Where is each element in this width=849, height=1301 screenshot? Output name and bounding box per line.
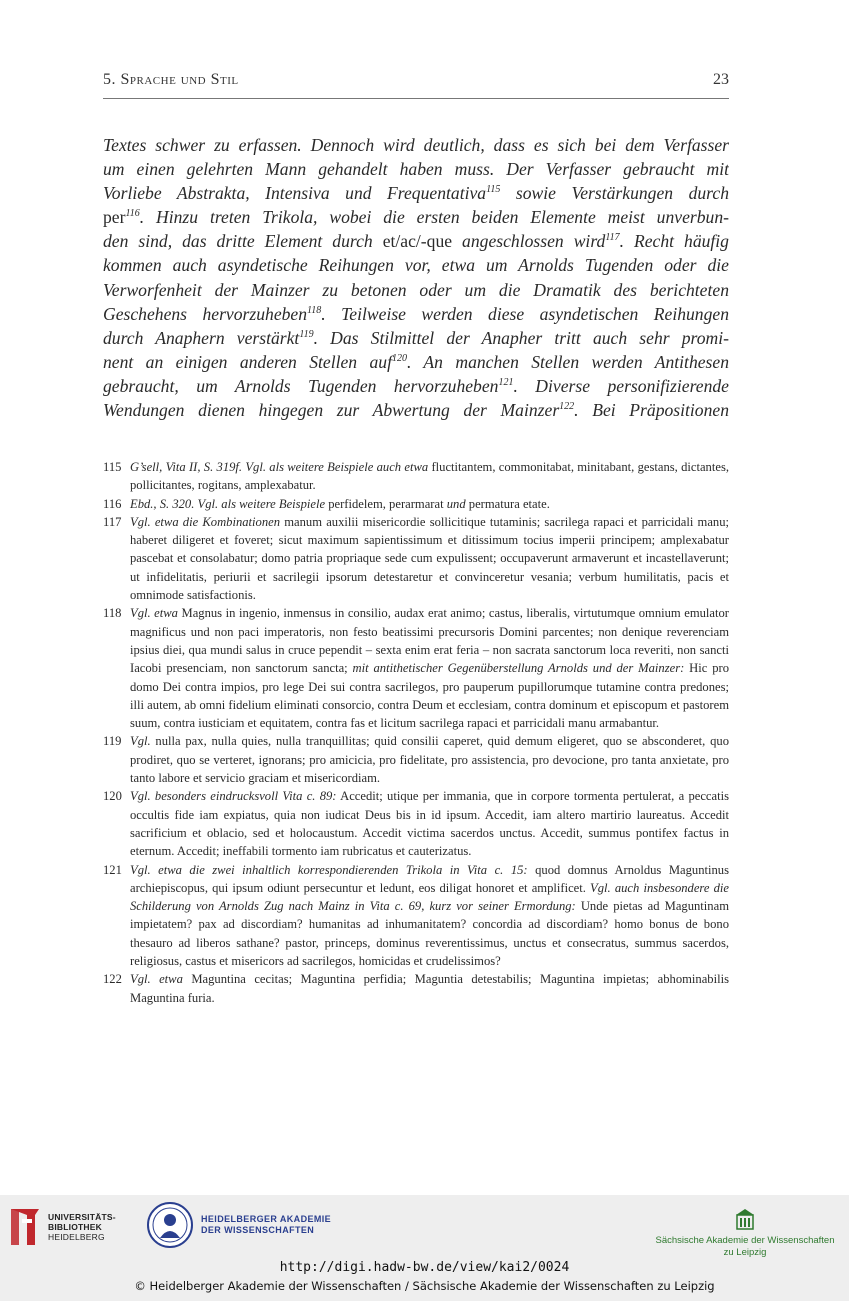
footnote-117: 117 Vgl. etwa die Kombinationen manum auxilii misericordie sollicitique tutaminis; sacrilega rapaci et parricidali manu; haberet diligeret et foveret; sicut maximum sapientissimum et ditissimum tocius imperii principem; amplexabatur pascebat et consolabatur; domo patria propriaque sede cum expulissent; occupaverunt armaverunt et incastellaverunt; ut infidelitatis, periurii et sacrilegii ipsorum detestaretur et convinceretur vesania; verbum humilitatis, pacis et omnimode satisfactionis. [103,513,729,604]
footnote-ref[interactable]: 116 [125,208,140,220]
footnote-122: 122 Vgl. etwa Maguntina cecitas; Maguntina perfidia; Maguntia detestabilis; Maguntina impietas; abhominabilis Maguntina furia. [103,970,729,1007]
ub-heidelberg-logo[interactable]: UNIVERSITÄTS- BIBLIOTHEK HEIDELBERG [8,1205,116,1249]
ub-logo-icon [8,1205,42,1249]
digitization-footer [0,1195,849,1301]
footnote-ref[interactable]: 115 [486,184,501,196]
footnote-118: 118 Vgl. etwa Magnus in ingenio, inmensus in consilio, audax erat animo; castus, liberalis, virtutumque omnium emulator magnificus und non paci imperatoris, non festo beatissimi precursoris Domini parcentes; non denique reverenciam ipsius diei, qua mundi salus in cruce pependit – sexta enim erat feria – non sacrata sanctorum loca reveriti, non sancti Iacobi presenciam, non sanctorum sancta; mit antithetischer Gegenüberstellung Arnolds und der Mainzer: Hic pro domo Dei contra impios, pro lege Dei sui contra sacrilegos, pro pauperum pupillorumque tutamine contra predones; illi autem, ab omni fidelium eliminati consorcio, contra Deum et ecclesiam, contra dominum et episcopum et pastorem suum, contra iusticiam et equitatem, contra fas et licitum sacrilega rapaci et parricidali manu armabantur. [103,604,729,732]
footnotes [103,458,729,1007]
text-line: gebraucht, um Arnolds Tugenden hervorzuheben$^{121}$. Diverse personifizierende [103,375,729,396]
footnote-115: 115 G’sell, Vita II, S. 319f. Vgl. als weitere Beispiele auch etwa fluctitantem, commonitabat, minitabant, gestans, dictantes, pollicitantes, rogitans, amplexabatur. [103,458,729,495]
footnote-ref[interactable]: 121 [498,377,514,389]
footnote-number: 115 [103,460,122,474]
footnote-ref[interactable]: 117 [605,232,620,244]
footnote-121: 121 Vgl. etwa die zwei inhaltlich korrespondierenden Trikola in Vita c. 15: quod domnus Arnoldus Maguntinus archiepiscopus, qui ipsum odiunt persecuntur et ledunt, eos diligat honoret et amplificet. Vgl. auch insbesondere die Schilderung von Arnolds Zug nach Mainz in Vita c. 69, kurz vor seiner Ermordung: Unde pietas ad Maguntinam impietatem? pax ad discordiam? humanitas ad inhumanitatem? concordia ad discordiam? homo bonus de bono thesauro ad liberos sathane? pastor, princeps, dominus reverentissimus, unctus et consecratus, summus sacerdos, religiosus, castus et misericors ad sacrilegos, homicidas et crudelissimos? [103,861,729,971]
footnote-number: 117 [103,514,122,529]
footnote-ref[interactable]: 119 [299,328,314,340]
footnote-ref[interactable]: 120 [391,352,407,364]
text-line: nent an einigen anderen Stellen auf$^{120}$. An manchen Stellen werden Antithesen [103,351,729,372]
text-line: kommen auch asyndetische Reihungen vor, etwa um Arnolds Tugenden oder die [103,255,729,276]
building-icon [735,1207,755,1231]
footnote-119: 119 Vgl. nulla pax, nulla quies, nulla tranquillitas; quid consilii caperet, quid demum eligeret, quo se absconderet, quo prodiret, quo se verteret, ignorans; pro amicicia, pro fidelitate, pro assistencia, pro devocione, pro tanta anxietate, pro tanto labore et servicio graciam et misericordiam. [103,732,729,787]
copyright-notice: © Heidelberger Akademie der Wissenschaften / Sächsische Akademie der Wissenschaften zu Leipzig [134,1279,715,1293]
running-head [103,71,729,89]
footnote-number: 122 [103,972,122,987]
text-line: um einen gelehrten Mann gehandelt haben muss. Der Verfasser gebraucht mit [103,159,729,180]
footnote-number: 120 [103,789,122,804]
text-line: Wendungen dienen hingegen zur Abwertung der Mainzer$^{122}$. Bei Präpositionen [103,400,729,421]
footnote-number: 116 [103,496,122,511]
text-line: Textes schwer zu erfassen. Dennoch wird deutlich, dass es sich bei dem Verfasser [103,135,729,155]
text-line: den sind, das dritte Element durch et/ac/-que angeschlossen wird$^{117}$. Recht häufig [103,231,729,252]
footnote-116: 116 Ebd., S. 320. Vgl. als weitere Beispiele perfidelem, perarmarat und permatura etate. [103,495,729,513]
text-line: Verworfenheit der Mainzer zu betonen oder um die Dramatik des berichteten [103,279,729,300]
text-line: per$^{116}$. Hinzu treten Trikola, wobei die ersten beiden Elemente meist unverbun- [103,207,729,228]
section-title: 5. Sprache und Stil [103,71,239,88]
text-line: Vorliebe Abstrakta, Intensiva und Frequentativa$^{115}$ sowie Verstärkungen durch [103,183,729,204]
saw-leipzig-logo[interactable]: Sächsische Akademie der Wissenschaften zu Leipzig [655,1207,835,1259]
footnote-120: 120 Vgl. besonders eindrucksvoll Vita c. 89: Accedit; utique per immania, que in corpore tormenta pertulerat, a peccatis occultis fide iam expiatus, quia non iudicat Deus bis in id ipsum. Accedit, iam altero martirio laureatus. Accedit sacrificium et oblacio, sed et holocaustum. Accedit victima sacerdos unctus. Accedit, summus pontifex factus in eternum. Accedit; ineffabili tormento iam rubricatus et cauterizatus. [103,787,729,860]
page-number: 23 [713,71,729,88]
text-line: Geschehens hervorzuheben$^{118}$. Teilweise werden diese asyndetischen Reihungen [103,303,729,324]
text-line: durch Anaphern verstärkt$^{119}$. Das Stilmittel der Anapher tritt auch sehr promi- [103,327,729,348]
footnote-ref[interactable]: 118 [307,304,322,316]
footnote-number: 118 [103,606,122,621]
academy-seal-icon [147,1202,193,1248]
footnote-number: 119 [103,734,122,749]
page-url-link[interactable]: http://digi.hadw-bw.de/view/kai2/0024 [279,1260,570,1275]
hadw-logo[interactable]: HEIDELBERGER AKADEMIE DER WISSENSCHAFTEN [147,1202,331,1248]
header-rule [103,98,729,99]
footnote-ref[interactable]: 122 [559,401,575,413]
footnote-number: 121 [103,862,122,877]
main-text [103,133,729,422]
